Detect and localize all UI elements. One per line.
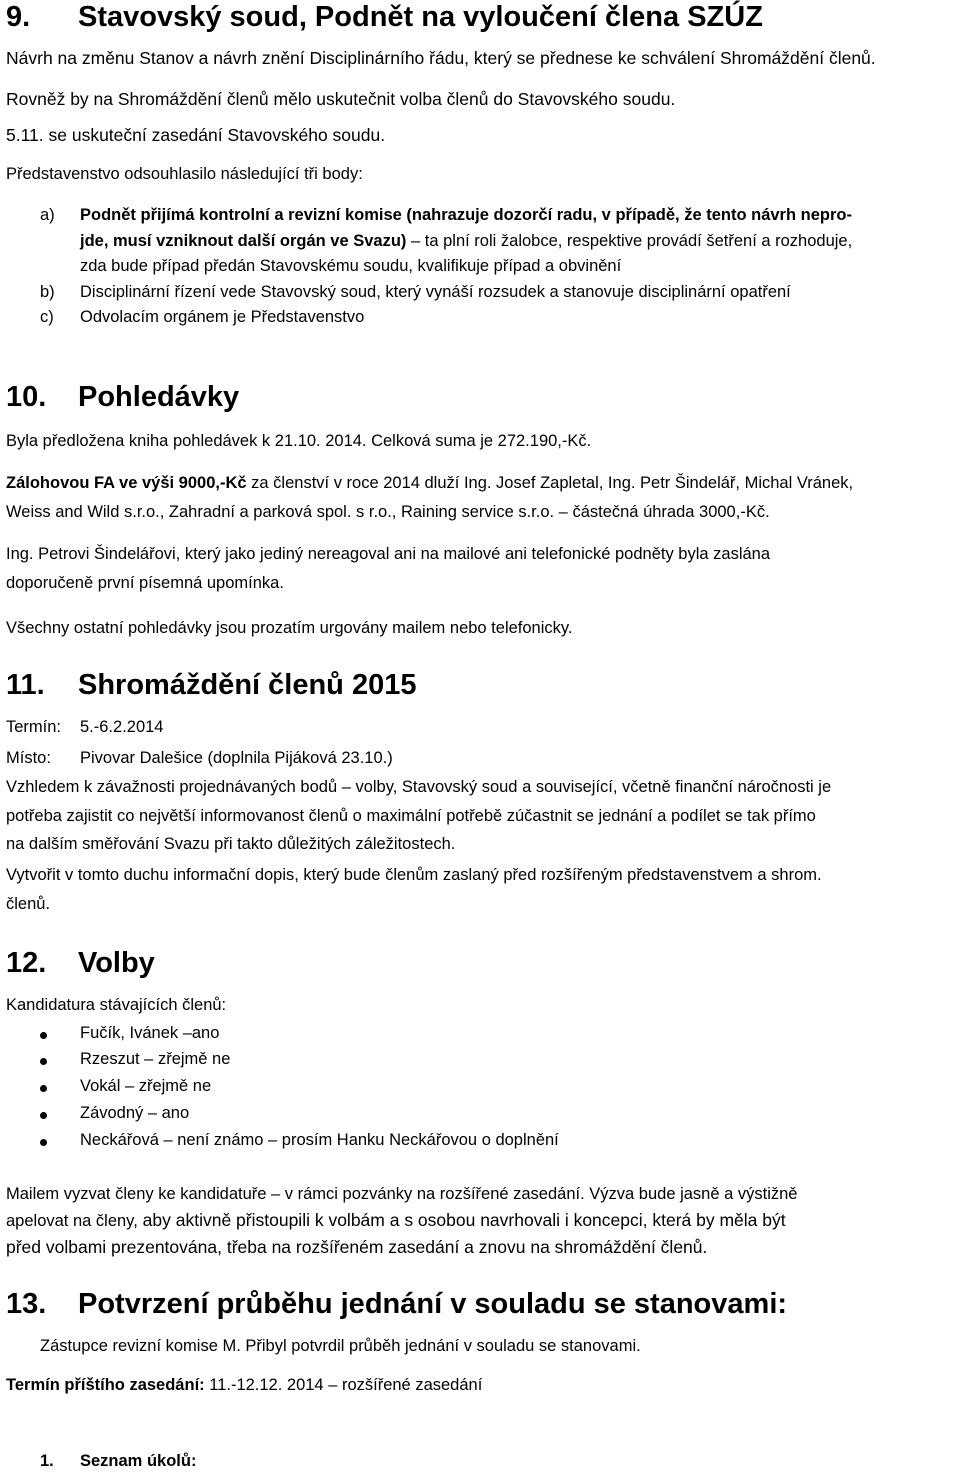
list-marker: b): [40, 283, 55, 301]
paragraph: Mailem vyzvat členy ke kandidatuře – v rámci pozvánky na rozšířené zasedání. Výzva bude jasně a výstižně: [6, 1185, 798, 1203]
section-12-heading: [6, 946, 155, 980]
paragraph: Zástupce revizní komise M. Přibyl potvrdil průběh jednání v souladu se stanovami.: [40, 1337, 641, 1355]
paragraph: před volbami prezentována, třeba na rozšířeném zasedání a znovu na shromáždění členů.: [6, 1237, 708, 1257]
section-title: Seznam úkolů:: [80, 1452, 197, 1470]
section-number: 12.: [6, 947, 47, 979]
list-item: Vokál – zřejmě ne: [0, 1075, 900, 1101]
bullet-icon: [40, 1112, 47, 1119]
section-number: 1.: [40, 1452, 54, 1470]
list-marker: c): [40, 308, 54, 326]
section-9-heading: [6, 0, 763, 34]
section-11-heading: [6, 668, 416, 702]
paragraph: členů.: [6, 895, 51, 913]
next-meeting-label: Termín příštího zasedání:: [6, 1376, 205, 1394]
section-number: 11.: [6, 669, 45, 701]
paragraph: Všechny ostatní pohledávky jsou prozatím urgovány mailem nebo telefonicky.: [6, 619, 573, 637]
section-number: 9.: [6, 1, 31, 33]
paragraph: 5.11. se uskuteční zasedání Stavovského soudu.: [6, 125, 386, 145]
section-title: Volby: [78, 947, 155, 979]
place-row: [6, 747, 393, 769]
term-row: [6, 716, 164, 738]
section-number: 13.: [6, 1288, 47, 1320]
place-value: Pivovar Dalešice (doplnila Pijáková 23.10.): [80, 749, 393, 767]
paragraph: Rovněž by na Shromáždění členů mělo uskutečnit volba členů do Stavovského soudu.: [6, 89, 676, 109]
next-meeting: [6, 1374, 482, 1396]
place-label: Místo:: [6, 749, 51, 767]
paragraph: apelovat na členy, aby aktivně přistoupili k volbám a s osobou navrhovali i koncepci, která by měla být: [6, 1210, 786, 1230]
bullet-icon: [40, 1139, 47, 1146]
list-item: Neckářová – není známo – prosím Hanku Neckářovou o doplnění: [0, 1129, 900, 1155]
section-13-heading: [6, 1287, 787, 1321]
term-label: Termín:: [6, 718, 62, 736]
paragraph: Zálohovou FA ve výši 9000,-Kč za členství v roce 2014 dluží Ing. Josef Zapletal, Ing. Petr Šindelář, Michal Vránek,: [6, 474, 854, 492]
paragraph: Představenstvo odsouhlasilo následující tři body:: [6, 165, 363, 183]
section-title: Stavovský soud, Podnět na vyloučení člena SZÚZ: [78, 1, 763, 33]
paragraph: na dalším směřování Svazu při takto důležitých záležitostech.: [6, 835, 456, 853]
paragraph: Weiss and Wild s.r.o., Zahradní a parková spol. s r.o., Raining service s.r.o. – částečná úhrada 3000,-Kč.: [6, 503, 770, 521]
paragraph: Kandidatura stávajících členů:: [6, 996, 227, 1014]
list-item: Závodný – ano: [0, 1102, 900, 1128]
paragraph: Byla předložena kniha pohledávek k 21.10. 2014. Celková suma je 272.190,-Kč.: [6, 432, 592, 450]
paragraph: potřeba zajistit co největší informovanost členů o maximální potřebě zúčastnit se jednání a podílet se tak přímo: [6, 807, 816, 825]
paragraph: doporučeně první písemná upomínka.: [6, 574, 284, 592]
tasks-heading: [40, 1450, 197, 1472]
section-title: Potvrzení průběhu jednání v souladu se stanovami:: [78, 1288, 788, 1320]
list-item: Rzeszut – zřejmě ne: [0, 1048, 900, 1074]
bullet-icon: [40, 1085, 47, 1092]
term-value: 5.-6.2.2014: [80, 718, 164, 736]
section-10-heading: [6, 380, 239, 414]
paragraph: Návrh na změnu Stanov a návrh znění Disciplinárního řádu, který se přednese ke schválení Shromáždění členů.: [6, 48, 876, 68]
section-title: Shromáždění členů 2015: [78, 669, 417, 701]
paragraph: Ing. Petrovi Šindelářovi, který jako jediný nereagoval ani na mailové ani telefonické podněty byla zaslána: [6, 545, 771, 563]
bullet-icon: [40, 1058, 47, 1065]
paragraph: Vzhledem k závažnosti projednávaných bodů – volby, Stavovský soud a související, včetně finanční náročnosti je: [6, 778, 832, 796]
section-number: 10.: [6, 381, 47, 413]
list-marker: a): [40, 206, 55, 224]
list-item: Fučík, Ivánek –ano: [0, 1022, 900, 1048]
list-item-text: Disciplinární řízení vede Stavovský soud, který vynáší rozsudek a stanovuje disciplinární opatření: [80, 283, 791, 301]
list-item-text: jde, musí vzniknout další orgán ve Svazu) – ta plní roli žalobce, respektive provádí šetření a rozhoduje,: [80, 232, 853, 250]
list-item-text: Podnět přijímá kontrolní a revizní komise (nahrazuje dozorčí radu, v případě, že tento návrh nepro-: [80, 206, 852, 224]
list-item-text: zda bude případ předán Stavovskému soudu, kvalifikuje případ a obvinění: [80, 257, 622, 275]
next-meeting-value: 11.-12.12. 2014 – rozšířené zasedání: [204, 1376, 483, 1394]
section-title: Pohledávky: [78, 381, 240, 413]
bullet-icon: [40, 1032, 47, 1039]
paragraph: Vytvořit v tomto duchu informační dopis, který bude členům zaslaný před rozšířeným představenstvem a shrom.: [6, 866, 822, 884]
list-item-text: Odvolacím orgánem je Představenstvo: [80, 308, 365, 326]
